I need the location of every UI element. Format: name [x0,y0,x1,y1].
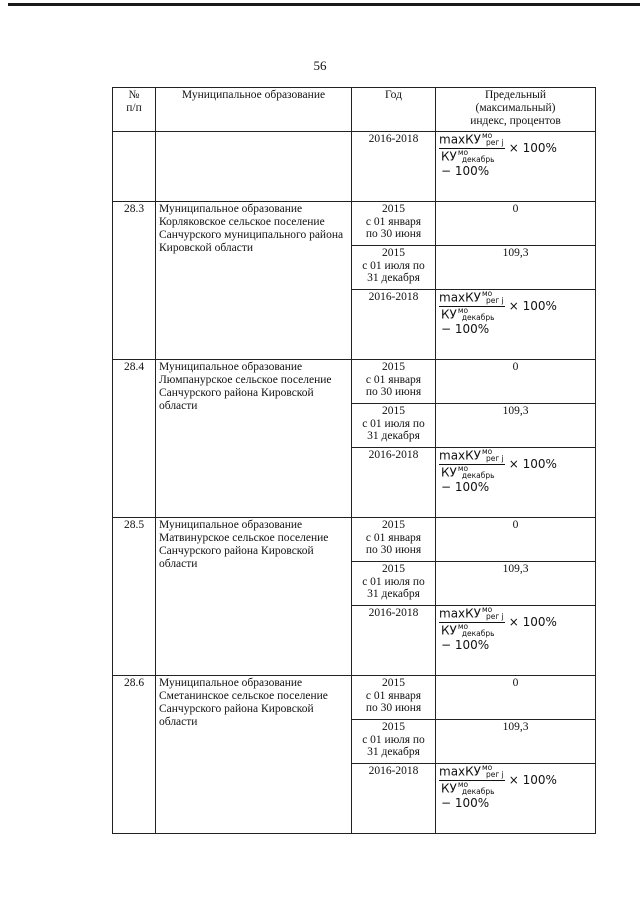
period-cell: 2015 с 01 января по 30 июня [352,202,436,246]
index-value-cell: 0 [436,518,596,562]
period-cell: 2016-2018 [352,606,436,676]
table-row [113,676,596,720]
header-number: № п/п [113,88,156,132]
table-row [113,518,596,562]
page-top-border [8,3,640,6]
formula-fraction [439,291,505,322]
municipality-cell: Муниципальное образование Люмпанурское сельское поселение Санчурского района Кировской области [156,360,352,518]
formula-multiplier: × 100% [508,615,557,629]
formula-multiplier: × 100% [508,457,557,471]
row-number-cell: 28.6 [113,676,156,834]
table-row-continuation [113,132,596,202]
period-cell: 2016-2018 [352,764,436,834]
period-cell: 2015 с 01 июля по 31 декабря [352,246,436,290]
header-municipality: Муниципальное образование [156,88,352,132]
period-cell: 2016-2018 [352,290,436,360]
formula-minus: − 100% [441,480,490,494]
index-value-cell: 109,3 [436,562,596,606]
municipality-cell: Муниципальное образование Корляковское сельское поселение Санчурского муниципального района Кировской области [156,202,352,360]
formula-numerator: maxКУ мо рег j [439,289,504,305]
formula-fraction [439,765,505,796]
formula-numerator: maxКУ мо рег j [439,131,504,147]
index-value-cell: 109,3 [436,404,596,448]
municipality-cell: Муниципальное образование Сметанинское сельское поселение Санчурского района Кировской области [156,676,352,834]
formula-fraction [439,607,505,638]
row-number-cell: 28.3 [113,202,156,360]
index-value-cell: 0 [436,202,596,246]
formula-multiplier: × 100% [508,773,557,787]
formula-cell [436,606,596,676]
index-value-cell: 0 [436,360,596,404]
row-number-cell [113,132,156,202]
formula-numerator: maxКУ мо рег j [439,447,504,463]
table-header-row [113,88,596,132]
period-cell: 2015 с 01 июля по 31 декабря [352,720,436,764]
index-value-cell: 109,3 [436,246,596,290]
page-number: 56 [313,58,327,73]
formula-fraction [439,133,505,164]
formula-denominator: КУ мо декабрь [441,622,495,638]
period-cell: 2016-2018 [352,448,436,518]
index-value-cell: 109,3 [436,720,596,764]
period-cell: 2015 с 01 января по 30 июня [352,676,436,720]
formula-minus: − 100% [441,164,490,178]
formula-minus: − 100% [441,796,490,810]
municipality-cell [156,132,352,202]
formula-minus: − 100% [441,638,490,652]
formula-denominator: КУ мо декабрь [441,464,495,480]
index-table [112,87,596,834]
table-row [113,360,596,404]
period-cell: 2015 с 01 июля по 31 декабря [352,562,436,606]
period-cell: 2015 с 01 января по 30 июня [352,518,436,562]
period-cell: 2015 с 01 июля по 31 декабря [352,404,436,448]
formula-cell [436,132,596,202]
header-index: Предельный (максимальный) индекс, процентов [436,88,596,132]
formula-fraction [439,449,505,480]
formula-numerator: maxКУ мо рег j [439,763,504,779]
row-number-cell: 28.4 [113,360,156,518]
formula-multiplier: × 100% [508,299,557,313]
formula-minus: − 100% [441,322,490,336]
formula-cell [436,764,596,834]
period-cell: 2016-2018 [352,132,436,202]
municipality-cell: Муниципальное образование Матвинурское сельское поселение Санчурского района Кировской области [156,518,352,676]
formula-denominator: КУ мо декабрь [441,148,495,164]
period-cell: 2015 с 01 января по 30 июня [352,360,436,404]
table-row [113,202,596,246]
formula-cell [436,448,596,518]
formula-cell [436,290,596,360]
formula-denominator: КУ мо декабрь [441,780,495,796]
row-number-cell: 28.5 [113,518,156,676]
formula-multiplier: × 100% [508,141,557,155]
index-value-cell: 0 [436,676,596,720]
formula-denominator: КУ мо декабрь [441,306,495,322]
header-year: Год [352,88,436,132]
formula-numerator: maxКУ мо рег j [439,605,504,621]
